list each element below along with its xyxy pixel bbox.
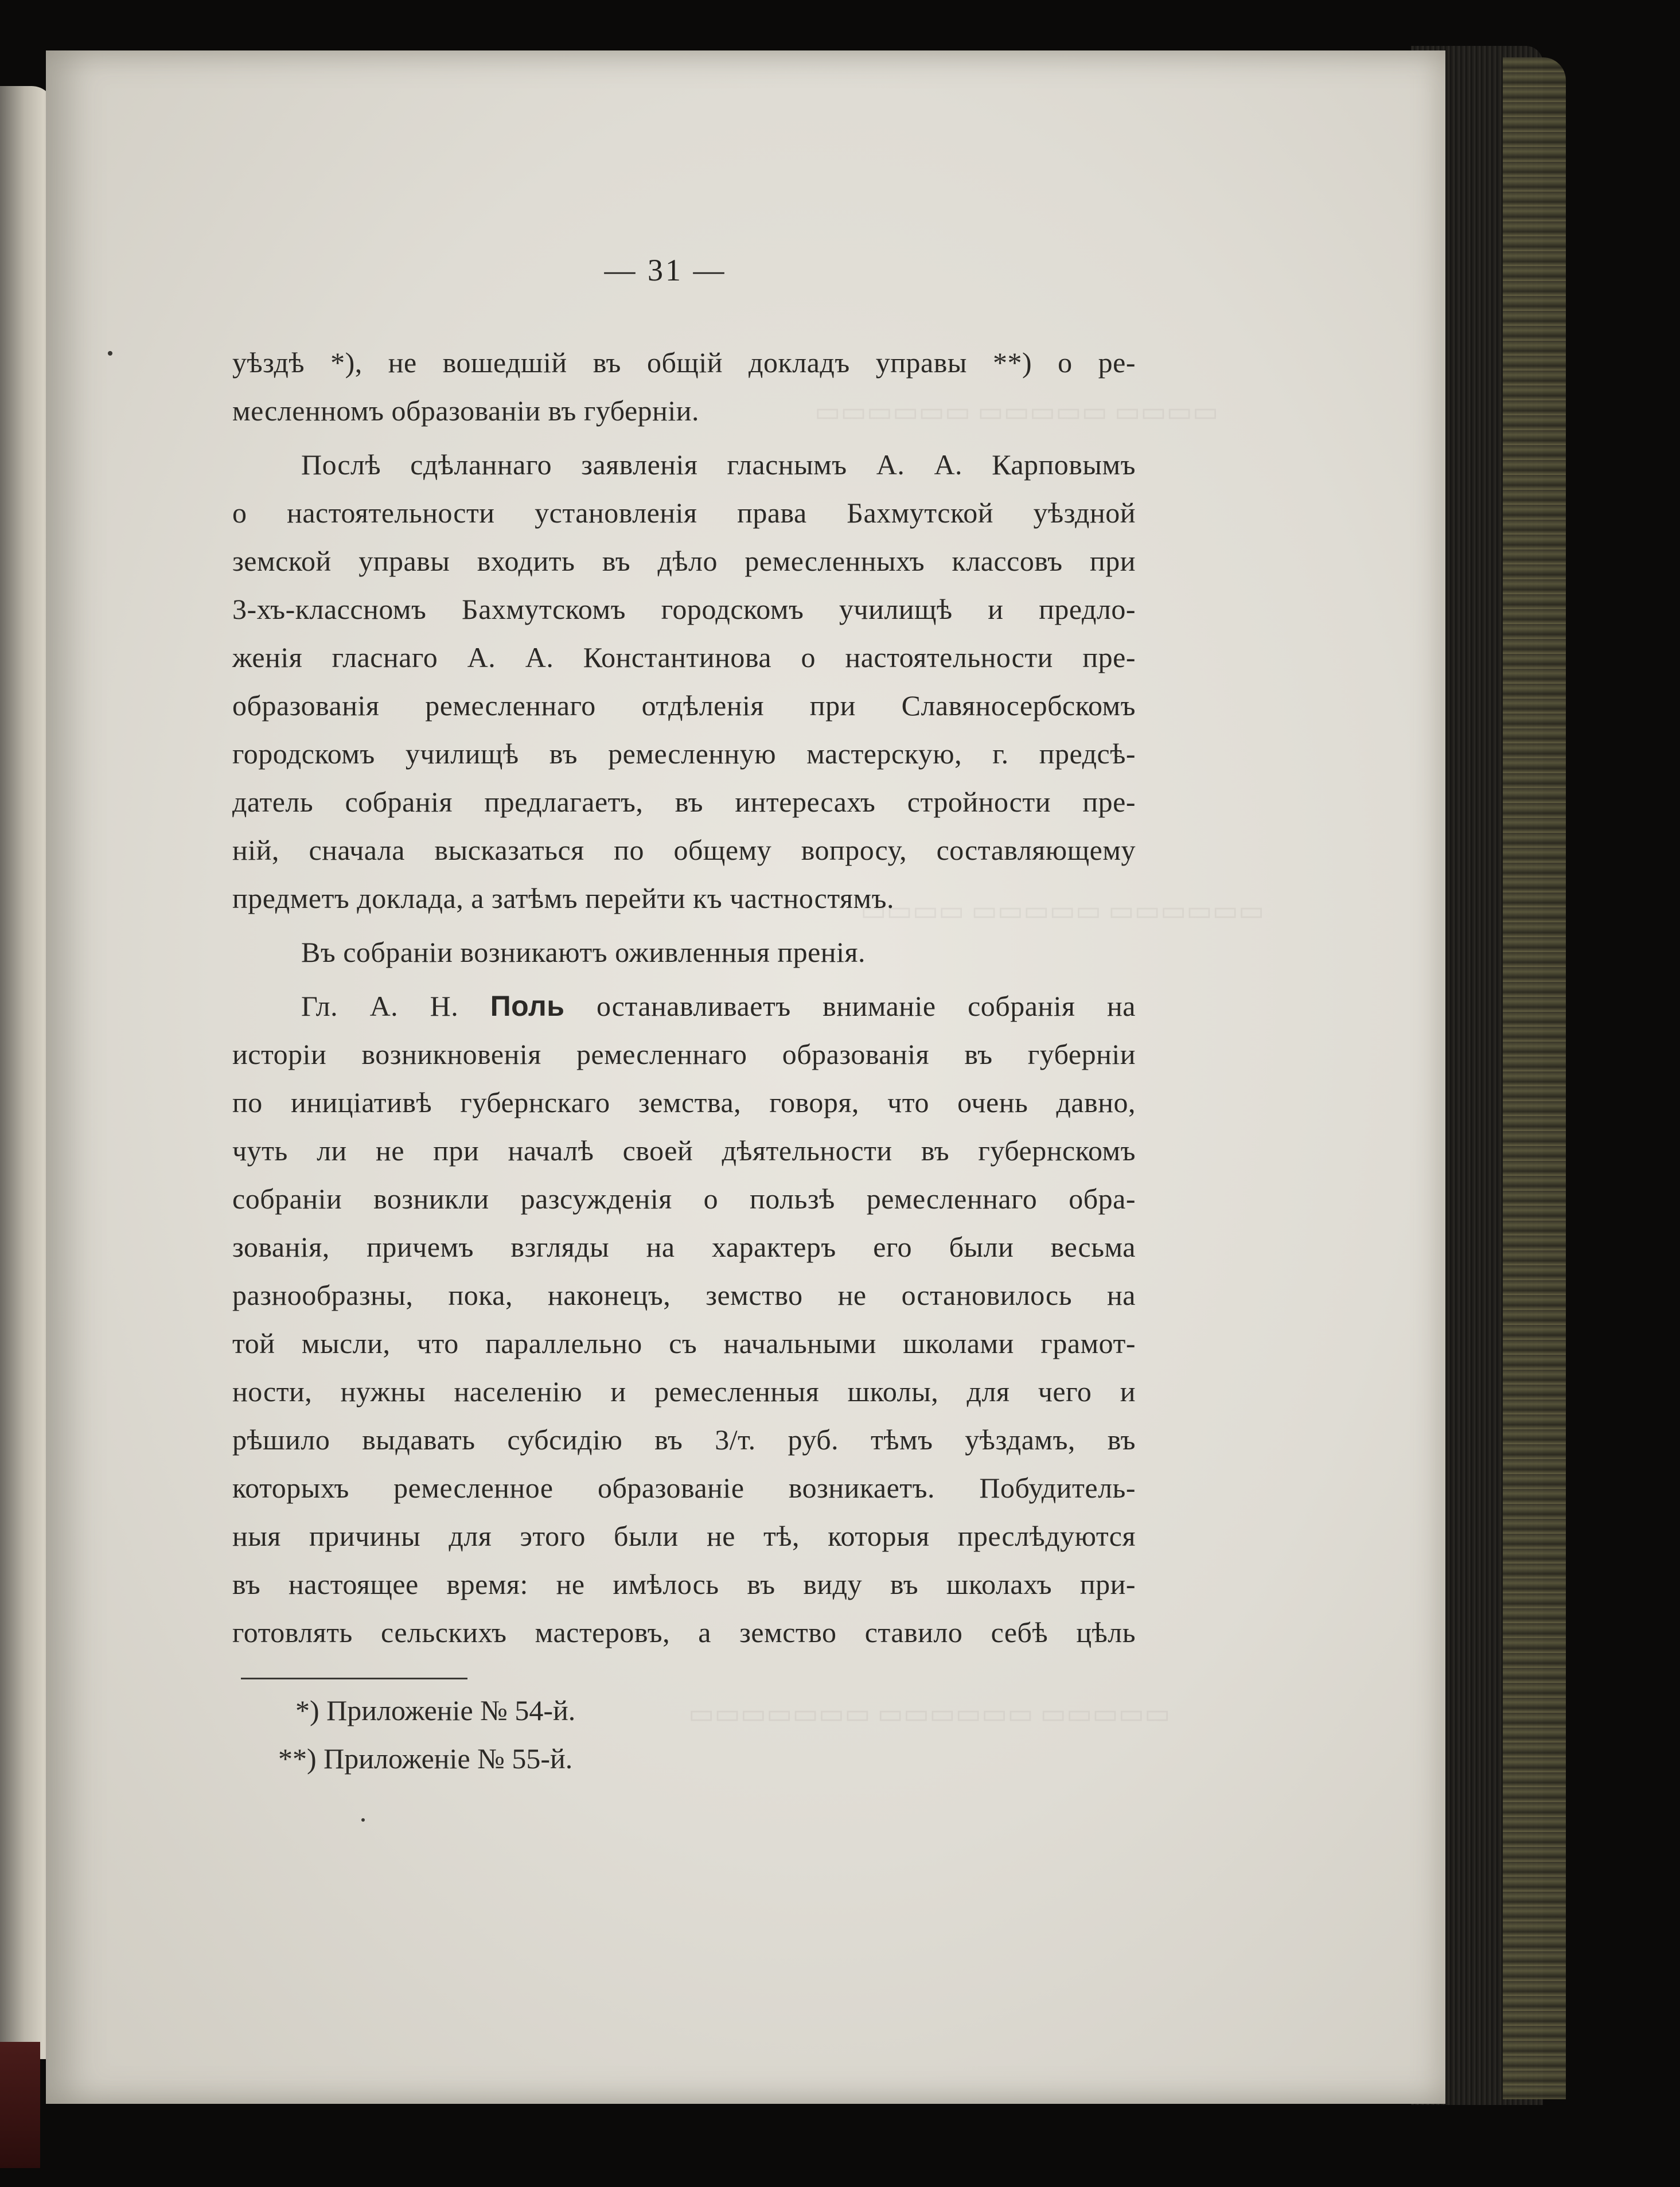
bleed-through-text: ▭▭▭▭ ▭▭▭▭▭ ▭▭▭▭▭▭ [814,397,1219,427]
book-cover-edge [1503,57,1566,2099]
bleed-through-text: ▭▭▭▭▭▭ ▭▭▭▭▭ ▭▭▭▭ [860,896,1265,926]
text-line: городскомъ училищѣ въ ремесленную мастерскую, г. предсѣ- [232,738,1136,770]
text-line: той мысли, что параллельно съ начальными школами грамот- [232,1327,1136,1359]
text-line: датель собранія предлагаетъ, въ интересахъ стройности пре- [232,786,1136,818]
text-line: Въ собраніи возникаютъ оживленныя пренія. [301,936,866,968]
text-line: зованія, причемъ взгляды на характеръ его были весьма [232,1231,1136,1263]
footnote-divider [241,1678,467,1679]
text-line: чуть ли не при началѣ своей дѣятельности въ губернскомъ [232,1135,1136,1167]
text-line: о настоятельности установленія права Бахмутской уѣздной [232,497,1136,529]
page-number: — 31 — [604,253,727,287]
text-line: Послѣ сдѣланнаго заявленія гласнымъ А. А. Карповымъ [301,449,1136,481]
text-line: рѣшило выдавать субсидію въ 3/т. руб. тѣмъ уѣздамъ, въ [232,1424,1136,1456]
footnote: *) Приложеніе № 54-й. [295,1694,576,1726]
footnote: **) Приложеніе № 55-й. [278,1742,573,1775]
text-line: 3-хъ-классномъ Бахмутскомъ городскомъ училищѣ и предло- [232,593,1136,625]
text-line: въ настоящее время: не имѣлось въ виду въ школахъ при- [232,1568,1136,1600]
paper-speck [108,351,112,356]
text-line: ній, сначала высказаться по общему вопросу, составляющему [232,834,1136,866]
text-line: собраніи возникли разсужденія о пользѣ ремесленнаго обра- [232,1183,1136,1215]
text-run: останавливаетъ вниманіе собранія на [564,990,1136,1022]
speaker-title: Гл. А. Н. [301,990,490,1022]
text-line: ности, нужны населенію и ремесленныя школы, для чего и [232,1375,1136,1408]
text-line: исторіи возникновенія ремесленнаго образованія въ губерніи [232,1038,1136,1070]
page-body-text [232,338,1136,1656]
text-line: уѣздѣ *), не вошедшій въ общій докладъ управы **) о ре- [232,346,1136,379]
text-line: образованія ремесленнаго отдѣленія при Славяносербскомъ [232,689,1136,722]
text-line: предметъ доклада, а затѣмъ перейти къ частностямъ. [232,882,895,914]
text-line: готовлять сельскихъ мастеровъ, а земство ставило себѣ цѣль [232,1616,1136,1648]
text-line: по иниціативѣ губернскаго земства, говоря, что очень давно, [232,1086,1136,1118]
speaker-name: Поль [490,990,565,1022]
text-line: месленномъ образованіи въ губерніи. [232,395,700,427]
book-binding [0,2042,40,2168]
text-line: которыхъ ремесленное образованіе возникаетъ. Побудитель- [232,1472,1136,1504]
bleed-through-text: ▭▭▭▭▭ ▭▭▭▭▭▭ ▭▭▭▭▭▭▭ [688,1699,1171,1729]
text-line [232,982,1136,1030]
text-line: земской управы входить въ дѣло ремесленныхъ классовъ при [232,545,1136,577]
text-line: ныя причины для этого были не тѣ, которыя преслѣдуются [232,1520,1136,1552]
text-line: женія гласнаго А. А. Константинова о настоятельности пре- [232,641,1136,673]
paper-speck [361,1818,365,1822]
footnotes [278,1686,576,1783]
text-line: разнообразны, пока, наконецъ, земство не остановилось на [232,1279,1136,1311]
